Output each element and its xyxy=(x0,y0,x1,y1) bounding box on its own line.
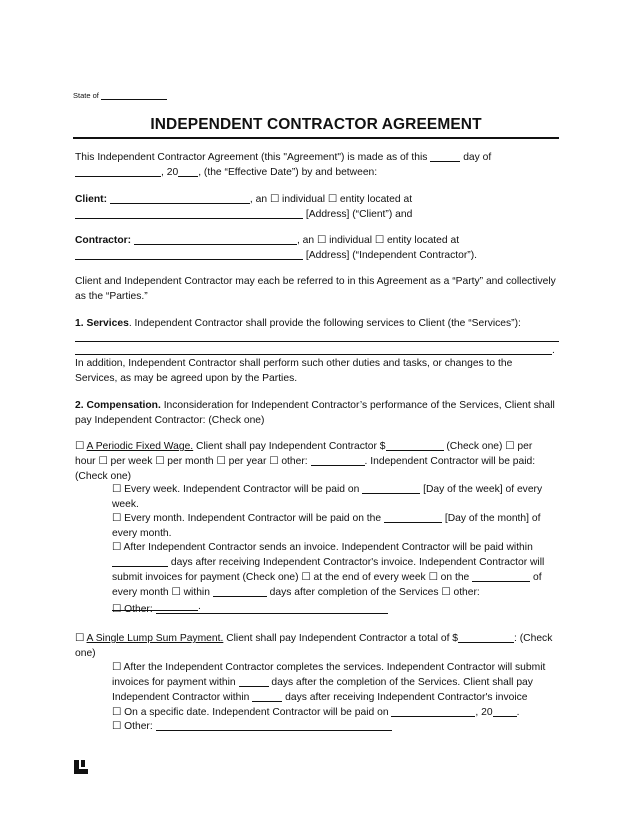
compensation-line: 2. Compensation. Inconsideration for Independent Contractor’s performance of the Services, Client shall xyxy=(75,400,555,411)
state-label: State of xyxy=(73,91,99,100)
client-address-line: [Address] (“Client”) and xyxy=(75,207,412,222)
services-blank-1[interactable] xyxy=(75,341,559,342)
lump-amount-field[interactable] xyxy=(458,631,514,643)
month-day-field[interactable] xyxy=(384,511,442,523)
every-month-cont: every month. xyxy=(112,528,172,539)
every-week-option: ☐ Every week. Independent Contractor will be paid on [Day of the week] of every xyxy=(112,484,543,495)
invoice-option-1: ☐ After Independent Contractor sends an invoice. Independent Contractor will be paid within xyxy=(112,542,533,553)
lump-date-option: ☐ On a specific date. Independent Contractor will be paid on , 20 . xyxy=(112,707,520,718)
month-field[interactable] xyxy=(75,165,161,177)
lump-after-option-1: ☐ After the Independent Contractor completes the services. Independent Contractor will submit xyxy=(112,662,546,673)
parties-line-2: as the “Parties.” xyxy=(75,291,148,302)
contractor-address-field[interactable] xyxy=(75,248,303,260)
invoice-days-field[interactable] xyxy=(112,555,168,567)
periodic-wage-line-2: hour ☐ per week ☐ per month ☐ per year ☐ other: . Independent Contractor will be paid: xyxy=(75,456,536,467)
services-heading: 1. Services xyxy=(75,318,129,329)
contractor-name-field[interactable] xyxy=(134,233,297,245)
periodic-wage-line-3: (Check one) xyxy=(75,471,132,482)
periodic-other-field[interactable] xyxy=(156,602,388,614)
invoice-option-3: submit invoices for payment (Check one) ☐ at the end of every week ☐ on the of xyxy=(112,572,542,583)
lump-checkbox[interactable]: ☐ xyxy=(75,633,87,644)
year-field[interactable] xyxy=(178,165,198,177)
lump-year-field[interactable] xyxy=(493,705,517,717)
periodic-checkbox[interactable]: ☐ xyxy=(75,441,87,452)
invoice-option-2: days after receiving Independent Contractor's invoice. Independent Contractor will xyxy=(112,555,544,570)
services-additional-2: Services, as may be agreed upon by the Parties. xyxy=(75,373,298,384)
title-rule xyxy=(73,137,559,139)
lump-sum-line-1: ☐ A Single Lump Sum Payment. Client shall pay Independent Contractor a total of $ : (Check xyxy=(75,633,553,644)
parties-line-1: Client and Independent Contractor may each be referred to in this Agreement as a “Party” and collectively xyxy=(75,276,556,287)
contractor-line: Contractor: , an ☐ individual ☐ entity located at xyxy=(75,235,460,246)
services-period: . xyxy=(552,345,555,356)
services-line: 1. Services. Independent Contractor shall provide the following services to Client (the “Services”): xyxy=(75,318,521,329)
lump-after-option-2: invoices for payment within days after the completion of the Services. Client shall pay xyxy=(112,677,533,688)
compensation-heading: 2. Compensation. xyxy=(75,400,161,411)
services-blank-2[interactable] xyxy=(75,354,552,355)
intro-line-1: This Independent Contractor Agreement (this "Agreement") is made as of this day of xyxy=(75,152,492,163)
week-day-field[interactable] xyxy=(362,482,420,494)
every-week-cont: week. xyxy=(112,499,139,510)
state-of-line xyxy=(73,91,167,100)
periodic-wage-line-1: ☐ A Periodic Fixed Wage. Client shall pay Independent Contractor $ (Check one) ☐ per xyxy=(75,441,533,452)
invoice-option-4: every month ☐ within days after completion of the Services ☐ other: xyxy=(112,587,480,598)
state-field[interactable] xyxy=(101,92,167,100)
lump-date-field[interactable] xyxy=(391,705,475,717)
contractor-label: Contractor: xyxy=(75,235,132,246)
lump-submit-days-field[interactable] xyxy=(239,675,269,687)
lump-other-field[interactable] xyxy=(156,719,392,731)
lump-after-option-3: Independent Contractor within days after receiving Independent Contractor's invoice xyxy=(112,692,528,703)
invoice-option-5: . xyxy=(112,599,201,614)
lump-other-option: ☐ Other: xyxy=(112,719,392,734)
lump-sum-line-2: one) xyxy=(75,648,96,659)
services-additional-1: In addition, Independent Contractor shall perform such other duties and tasks, or changes to the xyxy=(75,358,513,369)
invoice-completion-days-field[interactable] xyxy=(213,585,267,597)
wage-amount-field[interactable] xyxy=(386,439,444,451)
brand-logo-icon xyxy=(74,760,88,774)
client-line: Client: , an ☐ individual ☐ entity located at xyxy=(75,194,413,205)
client-name-field[interactable] xyxy=(110,192,250,204)
day-field[interactable] xyxy=(430,150,460,162)
lump-pay-days-field[interactable] xyxy=(252,690,282,702)
client-address-field[interactable] xyxy=(75,207,303,219)
every-month-option: ☐ Every month. Independent Contractor will be paid on the [Day of the month] of xyxy=(112,513,541,524)
compensation-line-2: pay Independent Contractor: (Check one) xyxy=(75,415,265,426)
periodic-other-option: ☐ Other: xyxy=(112,602,388,617)
contractor-address-line: [Address] (“Independent Contractor”). xyxy=(75,248,477,263)
invoice-month-day-field[interactable] xyxy=(472,570,530,582)
document-title: INDEPENDENT CONTRACTOR AGREEMENT xyxy=(150,116,482,133)
intro-line-2: , 20 , (the “Effective Date”) by and between: xyxy=(75,165,377,180)
client-label: Client: xyxy=(75,194,108,205)
wage-other-field[interactable] xyxy=(311,454,365,466)
